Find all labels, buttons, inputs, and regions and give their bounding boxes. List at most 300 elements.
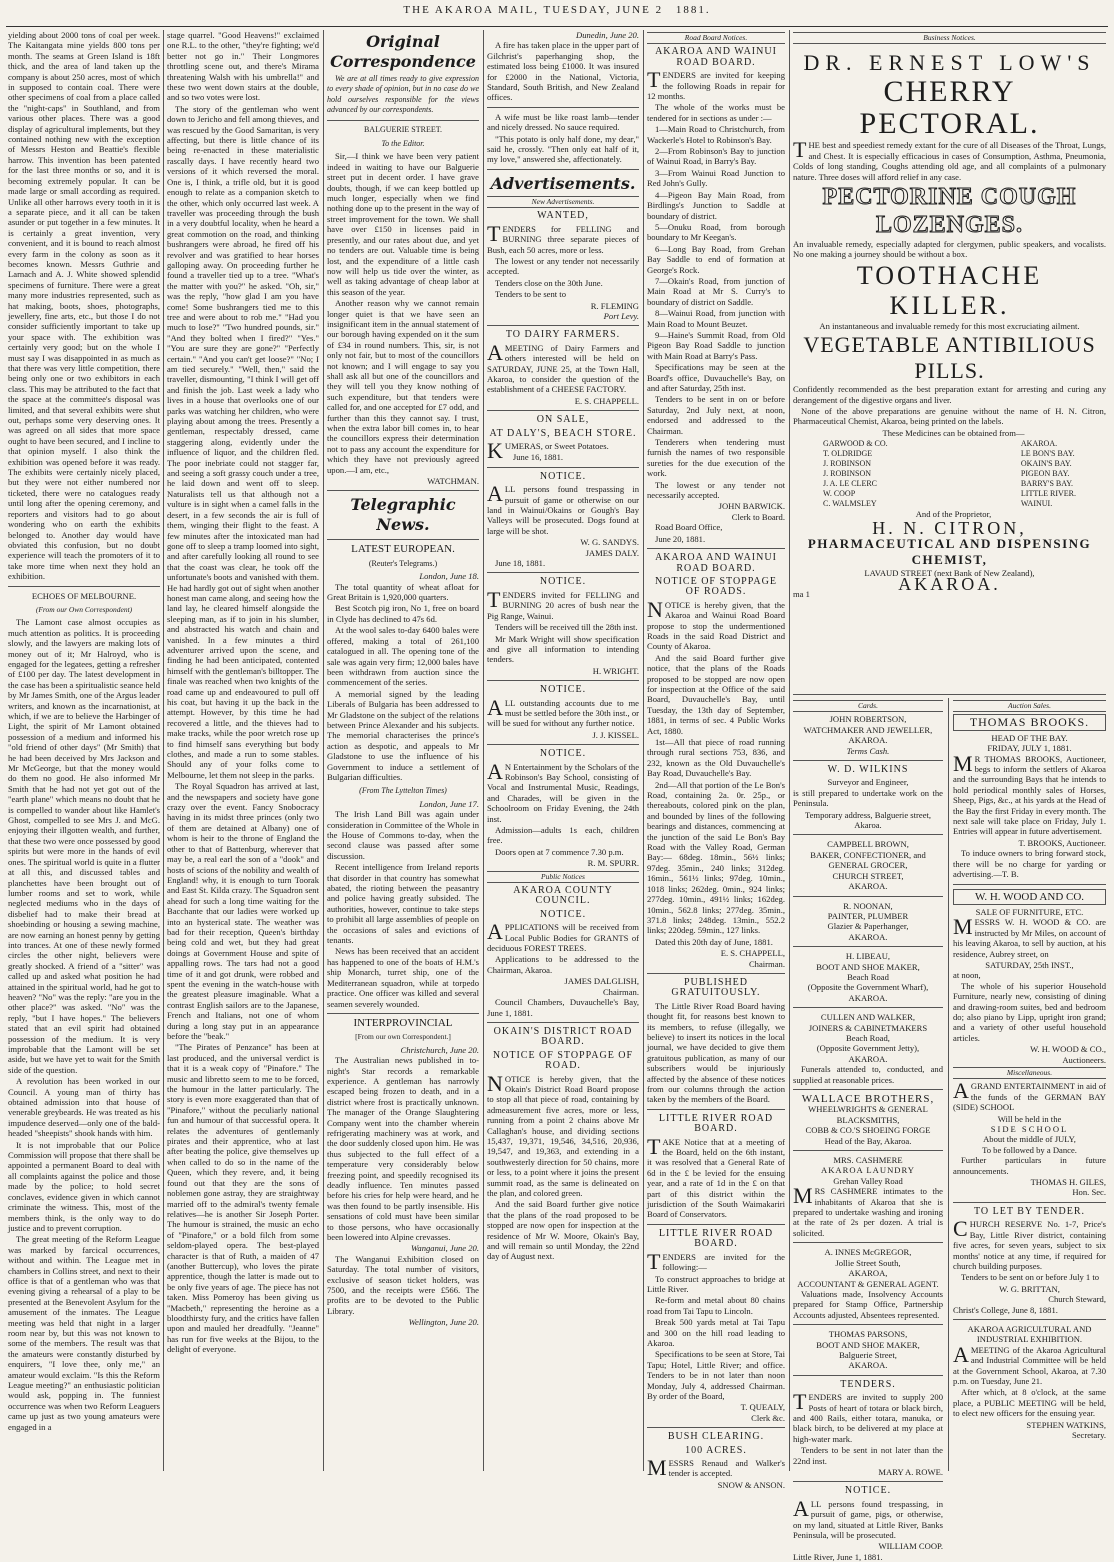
card-parsons-town: AKAROA.	[848, 1360, 888, 1371]
ad-bush-title: BUSH CLEARING.	[667, 1431, 765, 1443]
letter-heading: BALGUERIE STREET.	[363, 124, 443, 134]
article-exhibition-text: yielding about 2000 tons of coal per week. The Kaitangata mine yields 800 tons per month. The seams at Green Island is 18ft thick, and the area of land taken up the company is about 250 acres, most of which in supposed to contain coal. There were other specimens of coal from a place called the "night-caps" in Southland, and from various other places. There was a good display of agricultural implements, but they contained nothing new with the exception of Messrs Heston and Beattie's flexible harrow. This invention has been patented for the last three months or so, and it is becoming extremely popular. It can be made large or small according as required. Unlike all other harrows every tooth in it is a separate piece, and it all can be taken asunder or put together in a few minutes. It is certainly a great invention, very convenient, and it is bound to reach almost every farm in the colony as soon as it becomes known. Messrs Guthrie and Larnach and A. J. White showed splendid specimens of furniture. There were a great many more industries represented, such as hat making, boots, shoes, photographs, jewellery, fine arts, etc., but those I do not consider sufficiently important to take up your space with. The exhibition was certainly very good; but on the whole I must say I was disappointed in as much as that there was very little competition, there being only one or two exhibitors in each class. This may be attributed to the fact that the space at the committee's disposal was limited, and that several exhibits were shut out, perhaps some very deserving ones. It was agreed on all sides that more space ought to have been secured, and I incline to that opinion myself. I also think the exhibition was opened before it was ready. The exhibits were certainly nicely placed, but they were not either numbered nor ticketed, there were no catalogues ready until long after the opening ceremony, and reporters and visitors had to go about wondering who on earth the exhibits belonged to. Another day would have obviated this confusion, but no doubt experience will teach the promoters of it to take more time when next they hold an exhibition.	[8, 30, 160, 582]
divider	[793, 1089, 943, 1090]
ad-onsale-store: AT DALY'S, BEACH STORE.	[489, 427, 637, 439]
ad-wainui-signature: JOHN BARWICK.	[718, 501, 785, 512]
column-rule	[789, 30, 790, 1471]
ad-notice-title: NOTICE.	[539, 684, 587, 696]
ad-citron-name: H. N. CITRON,	[872, 517, 1027, 538]
divider	[487, 169, 639, 170]
ad-kumeras-date: June 16, 1881.	[512, 452, 564, 463]
auction-sales-label: Auction Sales.	[953, 700, 1106, 712]
agent-place: WAINUI.	[1020, 499, 1053, 509]
ad-brooks-body: MR THOMAS BROOKS, Auctioneer, begs to inform the settlers of Akaroa and the surrounding Bays that he intends to hold periodical monthly sales of Horses, Sheep, Pigs, &c., at his yards at the Head of the Bay the first Friday in every month. The next sale will take place on Friday, July 1. Entries will appear in future advertisement.	[953, 750, 1106, 837]
ad-gratis-title: PUBLISHED GRATUITOUSLY.	[671, 976, 761, 999]
road-sections-list	[647, 124, 785, 361]
ad-entertainment-body: AN Entertainment by the Scholars of the Robinson's Bay School, consisting of Vocal and Instrumental Music, Readings, and Charades, will be given in the Schoolroom on Friday Evening, the 24th inst.	[487, 758, 640, 824]
dateline-dunedin: Dunedin, June 20.	[575, 30, 639, 40]
road-section-item: 7—Okain's Road, from junction of Main Road at Mr S. Curry's to boundary of district on Saddle.	[647, 275, 785, 307]
card-mcgregor-body: Valuations made, Insolvency Accounts prepared for Stamp Office, Partnership Accounts adjusted, Absentees represented.	[793, 1288, 943, 1320]
ad-wainui-role: Clerk to Board.	[731, 511, 785, 522]
agent-place: LE BON'S BAY.	[1020, 449, 1075, 459]
ad-entertainment-admission: Admission—adults 1s each, children free.	[487, 825, 639, 846]
divider	[953, 884, 1106, 885]
ad-stoppage-second: 2nd—All that portion of the Le Bon's Road, containing 2a. 0r. 25p., or thereabouts, colored pink on the plan, and bounded by lines of the following bearings and distances, commencing at the junction of the said Le Bon's Bay Road with the Valley Road, German Bay:— 68deg. 18min., 56½ links; 97deg. 35min., 240 links; 312deg. 16min., 561½ links; 97deg. 10min., 1018 links; 262deg. 0min., 924 links; 277deg. 10min., 491½ links; 162deg. 10min., 562.8 links; 277deg. 35min., 371.8 links; 248deg. 13min., 552.2 links; 220deg. 59min., 127 links.	[647, 779, 785, 936]
ad-tenders-deadline: Tenders to be sent in not later than the 22nd inst.	[793, 1445, 943, 1466]
road-section-item: 9—Haine's Summit Road, from Old Pigeon Bay Road Saddle to junction with Main Road at Barry's Pass.	[647, 329, 785, 361]
card-mcgregor-trade: ACCOUNTANT & GENERAL AGENT.	[797, 1278, 939, 1289]
ad-brooks-signature: T. BROOKS, Auctioneer.	[1018, 837, 1106, 848]
ad-genuine-note: None of the above preparations are genuine without the name of H. N. Citron, Pharmaceutical Chemist, Akaroa, being printed on the labels.	[793, 406, 1106, 427]
ad-felling-body-3: Mr Mark Wright will show specification and give all information to intending tenders.	[487, 633, 639, 665]
card-cullen-opposite: (Opposite Government Jetty),	[816, 1043, 920, 1054]
road-section-item: 6—Long Bay Road, from Grehan Bay Saddle to end of formation at George's Rock.	[647, 243, 785, 275]
card-cashmere-body: MRS CASHMERE intimates to the inhabitants of Akaroa that she is prepared to undertake washing and ironing at the rate of 2s per dozen. A trial is solicited.	[793, 1183, 943, 1238]
article-pirates: "The Pirates of Penzance" has been at last produced, and the universal verdict is that it is a weak copy of "Pinafore." The music and libretto seem to me to be forced, the humour in the latter particularly. The story is even more exaggerated than that of "Pinafore," without the peculiarly national fun and humour of that successful opera. It relates the adventures of gentlemanly pirates and their apprentice, who at last after beating the police, give themselves up when called to do so in the name of the Queen, which they revere, and, it being found out that they are the sons of noblemen gone astray, they are straightway married off to the admiral's twenty female relatives—he is another Sir Joseph Porter. The humour is strained, the music an echo of "Pinafore," or a bold filch from some seldom-played opera. The best-played character is that of Ruth, a maiden of 47 (another Buttercup), who loves the pirate apprentice, though the latter is made out to be only five years of age. The piece has not taken. Miss Pomeroy has been giving us "Macbeth," representing the heroine as a bloodthirsty fury, and the critics have fallen upon and mauled her dreadfully. "Jeanne" has run for five weeks at the Bijou, to the delight of everyone.	[167, 1042, 319, 1355]
ad-vegetable-pills: VEGETABLE ANTIBILIOUS PILLS.	[803, 332, 1096, 384]
card-cullen-trade: JOINERS & CABINETMAKERS	[808, 1022, 928, 1033]
letter-body-2: Another reason why we cannot remain longer quiet is that we have seen an insignificant item in the annual statement of our borough having expended on it the sum of £34 in round numbers. This, sir, is not only not fair, but to most of the councillors not known; and I will engage to say you shall ask all but one of the councillors and they will tell you they know nothing of such expenditure, but that tenders were called for, and one accepted for £7 odd, and further than this they cannot say. I trust, when the extra labor bill comes in, to hear the councillors express their determination not to pass any account the expenditure for which they have not previously agreed upon.—I am, etc.,	[327, 298, 479, 475]
ad-felling-body: TENDERS invited for FELLING and BURNING 20 acres of bush near the Pig Range, Wainui.	[487, 586, 639, 621]
column-rule	[483, 30, 484, 1471]
divider	[487, 410, 639, 411]
card-noonan: R. NOONAN,	[843, 900, 893, 911]
ad-wainui-date: June 20, 1881.	[655, 533, 706, 544]
ad-stoppage-first: 1st—All that piece of road running through rural sections 753, 836, and 232, known as the Old Duvauchelle's Bay Road, Duvauchelle's Bay.	[647, 737, 785, 779]
divider	[953, 1319, 1106, 1320]
divider	[487, 107, 639, 108]
new-advertisements-label: New Advertisements.	[487, 196, 639, 208]
card-libeau-opposite: (Opposite the Government Wharf),	[807, 982, 929, 993]
column-rule	[323, 30, 324, 1471]
ad-notice-title: NOTICE.	[539, 748, 587, 760]
divider	[793, 834, 943, 835]
ad-agri-public: After which, at 8 o'clock, at the same place, a PUBLIC MEETING will be held, to elect new officers for the ensuing year.	[953, 1387, 1106, 1419]
road-section-item: 8—Wainui Road, from junction with Main Road to Mount Beuzet.	[647, 308, 785, 329]
telegram-wool: At the wool sales to-day 6400 bales were offered, making a total of 261,100 catalogued in all. The opening tone of the sale was again very firm; 12,000 bales have been withdrawn from auction since the commencement of the series.	[327, 625, 479, 688]
ad-stoppage-role: Chairman.	[748, 958, 785, 969]
agent-place: BARRY'S BAY.	[1020, 479, 1074, 489]
card-cashmere: MRS. CASHMERE	[833, 1155, 903, 1166]
card-wilkins-address: Temporary address, Balguerie street, Akaroa.	[804, 809, 932, 831]
column-5	[647, 30, 785, 1490]
section-advertisements: Advertisements.	[490, 173, 636, 193]
ad-proprietor-label: And of the Proprietor,	[915, 509, 992, 520]
ad-lrrb-body: TAKE Notice that at a meeting of the Board, held on the 6th instant, it was resolved that a General Rate of 6d in the £ be levied for the ensuing year, and a rate of 1d in the £ on that part of this district within the jurisdiction of the South Waimakariri Board of Conservators.	[647, 1133, 785, 1220]
ad-wood-time: at noon,	[953, 970, 981, 981]
ad-trespass-body: ALL persons found trespassing in pursuit of game or otherwise on our land in Wainui/Okains or Gough's Bay Valleys will be prosecuted. Dogs found at large will be shot.	[487, 481, 639, 536]
telegram-ireland: Recent intelligence from Ireland reports that disorder in that country has somewhat abated, the rioting between the peasantry and police having greatly subsided. The authorities, however, continue to take steps to prohibit all large assemblies of people on the occasions of sales and evictions of tenants.	[327, 862, 479, 946]
section-original-correspondence: Original Correspondence	[330, 32, 476, 71]
ad-coop-body: ALL persons found trespassing, in pursuit of game, pigs, or otherwise, on my land, situated at Little River, Banks Peninsula, will be prosecuted.	[793, 1495, 943, 1541]
article-squadron: The Royal Squadron has arrived at last, and the newspapers and society have gone crazy over the event. Fancy Snobocracy having in its midst three princes (only two of them are detained at Albany) one of whom is heir to the throne of England the other to that of Battenburg, wherever that may be, a real earl the son of a "dook" and hosts of scions of the nobility and wealth of England! why, it is enough to turn Toorak and East St. Kilda crazy. The Squadron sent ahead for such a long time waiting for the Bacchante that our ladies were worked up into an hysterical state. The weather was bad for their reception, Queen's birthday being cold and wet, but they had great doings at Government House and spite of appalling rows. The tars had not a good time of it and got drunk, were robbed and spent the evening in the watch-house with the greatest pleasure imaginable. What a contrast English sailors are to the Japanese, French and Italians, not one of whom during a long stay put in an appearance before the "beak."	[167, 781, 319, 1041]
heading-echoes-sub: (From our Own Correspondent)	[35, 604, 133, 614]
ad-pectorine-lozenges: PECTORINE COUGH LOZENGES.	[822, 184, 1077, 239]
public-notices-label: Public Notices	[487, 871, 639, 883]
card-cullen-funerals: Funerals attended to, conducted, and supplied at reasonable prices.	[793, 1064, 943, 1085]
card-libeau-trade: BOOT AND SHOE MAKER,	[816, 961, 920, 972]
ad-onsale-title: ON SALE,	[536, 414, 590, 426]
ad-wainui-title: AKAROA AND WAINUI ROAD BOARD.	[655, 46, 777, 68]
divider	[793, 1375, 943, 1376]
ad-okains-body: NOTICE is hereby given, that the Okain's District Road Board propose to stop all that piece of road, containing by admeasurement five acres, more or less, running from a point 2 chains above Mr Callaghan's house, and dividing sections 15,437, 19,371, 19,546, 34,516, 20,936, 19,547, and 19,363, and extending in a southwesterly direction for 50 chains, more or less, to a point where it joins the present summit road, as the same is delineated on the plan, and colored green.	[487, 1070, 639, 1198]
letter-body: Sir,—I think we have been very patient indeed in waiting to have our Balguerie street put in decent order. I have grave doubts, though, if we can keep bottled up much longer, especially when we find nothing done up to the present in the way of street improvement for the town. We shall have over £150 in licenses paid in presently, and our rates about due, and yet no tenders are out. Valuable time is being lost, and the expenditure of a little cash now will help us tide over the winter, as well as taking advantage of cheap labor at this season of the year.	[327, 151, 479, 297]
card-cullen-road: Beach Road,	[846, 1032, 890, 1043]
ad-accounts-signature: J. J. KISSEL.	[592, 729, 639, 740]
ad-wainui2-title: AKAROA AND WAINUI ROAD BOARD.	[655, 552, 777, 574]
divider	[647, 1109, 785, 1110]
divider	[793, 1242, 943, 1243]
ad-dairy-body: AMEETING of Dairy Farmers and others interested will be held on SATURDAY, JUNE 25, at the Town Hall, Akaroa, to consider the question of the establishment of a CHEESE FACTORY.	[487, 339, 639, 395]
column-6a-cards	[793, 698, 943, 1562]
ad-tenders-title: TENDERS.	[840, 1378, 896, 1390]
ad-grants-body-2: Applications to be addressed to the Chairman, Akaroa.	[487, 954, 639, 975]
ad-let-title: TO LET BY TENDER.	[973, 1205, 1086, 1217]
ad-wood-body: MESSRS W. H. WOOD & CO. are instructed by Mr Miles, on account of his leaving Akaroa, to sell by auction, at his residence, Aubrey street, on	[953, 914, 1106, 959]
telegram-bulgaria: A memorial signed by the leading Liberals of Bulgaria has been addressed to Mr Gladstone on the subject of the relations between Prince Alexander and his subjects. The memorial characterises the prince's action as despotic, and appeals to Mr Gladstone to use the influence of his Government to induce a settlement of Bulgarian difficulties.	[327, 688, 479, 782]
ad-dairy-title: TO DAIRY FARMERS.	[505, 329, 621, 341]
ad-cherry-pectoral: CHERRY PECTORAL.	[859, 75, 1040, 141]
ad-wanted-title: WANTED,	[537, 210, 589, 222]
ad-lrrb2-body-5: Specifications to be seen at Store, Tai Tapu; Hotel, Little River; and office. Tenders to be in not later than noon Monday, July 4, addressed Chairman. By order of the Board,	[647, 1349, 785, 1401]
card-cashmere-laundry: AKAROA LAUNDRY	[821, 1165, 915, 1176]
divider	[793, 896, 943, 897]
ad-wood-date: SATURDAY, 25th INST.,	[985, 959, 1074, 970]
interprovincial-credit: [From our own Correspondent.]	[355, 1032, 451, 1042]
masthead-title: THE AKAROA MAIL, TUESDAY, JUNE 2	[403, 4, 664, 16]
agent-place: AKAROA.	[1020, 439, 1058, 449]
divider	[487, 1022, 639, 1023]
telegram-iron: Best Scotch pig iron, No 1, free on board in Clyde has declined to 47s 6d.	[327, 603, 479, 624]
ad-grants-body: APPLICATIONS will be received from Local Public Bodies for GRANTS of deciduous FOREST TREES.	[487, 919, 639, 954]
telegram-wheat: The total quantity of wheat afloat for Great Britain is 1,920,000 quarters.	[327, 581, 479, 603]
ad-entertainment-signature: THOMAS H. GILES,	[1030, 1177, 1106, 1188]
ad-trespass-date: June 18, 1881.	[495, 558, 546, 569]
divider	[793, 1481, 943, 1482]
divider	[327, 1013, 479, 1014]
agent-name: GARWOOD & CO.	[823, 439, 888, 449]
card-wilkins: W. D. WILKINS	[827, 764, 909, 776]
divider	[647, 1224, 785, 1225]
agent-name: J. A. LE CLERC	[823, 479, 878, 489]
ad-brooks-inducement: To induce owners to bring forward stock, there will be no charge for yarding or advertising.—T. B.	[953, 848, 1106, 880]
ad-wood-signature: W. H. WOOD & CO.,	[1030, 1044, 1106, 1055]
telegram-land-bill: The Irish Land Bill was again under consideration in Committee of the Whole in the House of Commons to-day, when the second clause was passed after some discussion.	[327, 809, 479, 861]
ad-lrrb2-signature: T. QUEALY,	[740, 1402, 785, 1413]
ad-felling-signature: H. WRIGHT.	[592, 665, 639, 676]
column-1	[8, 30, 160, 1471]
ad-entertainment-venue: SIDE SCHOOL	[990, 1124, 1069, 1135]
ad-lozenges-body: An invaluable remedy, especially adapted for clergymen, public speakers, and vocalists. No one making a journey should be without a box.	[793, 239, 1106, 260]
column-rule	[948, 698, 949, 1471]
citron-ad-rule	[793, 694, 1106, 695]
card-cashmere-road: Grehan Valley Road	[833, 1175, 903, 1186]
column-6b-auctions	[953, 698, 1106, 1468]
card-libeau: H. LIBEAU,	[845, 951, 891, 962]
divider	[487, 744, 639, 745]
column-6-citron-ad	[793, 30, 1106, 599]
ad-entertainment-when: About the middle of JULY,	[983, 1134, 1076, 1145]
ad-wainui-body-2: The whole of the works must be tendered for in sections as under :—	[647, 102, 785, 123]
ad-wainui-send: Tenders to be sent in on or before Saturday, 2nd July next, at noon, endorsed and addressed to the Chairman.	[647, 394, 785, 436]
ad-cherry-body: THE best and speediest remedy extant for the cure of all Diseases of the Throat, Lungs, and Chest. It is especially efficacious in cases of Consumption, Asthma, Pneumonia, Colds of long standing, Coughs attending old age, and all complaints of a pulmonary nature. Three doses will afford relief in any case.	[793, 137, 1106, 182]
ad-brooks-title: THOMAS BROOKS.	[953, 714, 1106, 730]
card-noonan-glazier: Glazier & Paperhanger,	[827, 921, 909, 932]
ad-entertainment-dance: To be followed by a Dance.	[982, 1144, 1077, 1155]
ad-lrrb2-body-3: Re-form and metal about 80 chains road from Tai Tapu to Lincoln.	[647, 1295, 785, 1316]
ad-brooks-location: HEAD OF THE BAY.	[991, 732, 1068, 743]
miscellaneous-label: Miscellaneous.	[953, 1067, 1106, 1079]
ad-stoppage-signature: E. S. CHAPPELL,	[720, 948, 785, 959]
ad-citron-akaroa: AKAROA.	[898, 573, 1001, 594]
ad-entertainment-doors: Doors open at 7 commence 7.30 p.m.	[495, 846, 624, 857]
article-police: It is not improbable that our Police Commission will propose that there shall be appointed a permanent Board to deal with all complaints against the police and those made by the police; to hold secret conclaves, evidence given in which cannot criminate the witness. This, most of the members think, is the only way to do justice and to prevent corruption.	[8, 1139, 160, 1233]
divider	[953, 1202, 1106, 1203]
ad-stoppage-date: Dated this 20th day of June, 1881.	[655, 936, 773, 947]
ad-gratis-body: The Little River Road Board having thought fit, for reasons best known to its members, to refuse (illegally, we believe) to insert its notices in the local journal, we have decided to give them gratuitous publication, as many of our subscribers would be injuriously affected by the absence of these notices from our columns through the action taken by the members of the Board.	[647, 1000, 785, 1105]
agent-name: C. WALMSLEY	[823, 499, 877, 509]
article-council: A revolution has been worked in our Council. A young man of thirty has obtained admission into that house of venerable greybeards. He was treated as his impudence deserved—only one of the bald-headed "sheepists" shook hands with him.	[8, 1076, 160, 1139]
dateline-london-18: London, June 18.	[419, 571, 479, 582]
filler-potato: "This potato is only half done, my dear," said he, crossly. "Then only eat half of it, my love," answered she, affectionately.	[487, 133, 639, 165]
divider	[793, 1324, 943, 1325]
ad-wood-items: The whole of his superior Household Furniture, nearly new, consisting of dining and drawing-room suites, bed and bedroom do; also piano by Lipp, upright iron grand; and a variety of other useful household articles.	[953, 980, 1106, 1043]
ad-felling-body-2: Tenders will be received till the 28th inst.	[495, 622, 638, 633]
ad-grants-role: Chairman.	[602, 986, 639, 997]
card-brown-town: AKAROA.	[848, 881, 888, 892]
agent-place: LITTLE RIVER.	[1020, 489, 1076, 499]
ad-wanted-body-3: Tenders close on the 30th June.	[495, 277, 603, 288]
agent-name: J. ROBINSON	[823, 459, 872, 469]
ad-wood-title: W. H. WOOD AND CO.	[953, 889, 1106, 905]
road-section-item: 3—From Wainui Road Junction to Red John's Gully.	[647, 167, 785, 189]
road-section-item: 5—Onuku Road, from borough boundary to Mr Keegan's.	[647, 221, 785, 243]
ad-lrrb2-title: LITTLE RIVER ROAD BOARD.	[658, 1227, 774, 1250]
road-section-item: 2—From Robinson's Bay to junction of Wainui Road, in Barry's Bay.	[647, 146, 785, 167]
ad-stoppage-body: NOTICE is hereby given, that the Akaroa and Wainui Road Board propose to stop the undermentioned Roads in the said Road District and County of Akaroa.	[647, 596, 785, 652]
article-reform: The great meeting of the Reform League was marked by farcical occurrences, without and within. The League met in chambers in Collins street, and next to their office is that of a gentleman who was that evening giving a rehearsal of a play to be presented at the Benevolent Asylum for the amusement of the inmates. The League meeting was held that night in a larger room near by, but this was not known to some of the members. The result was that the amateurs were constantly disturbed by enquirers, "I love thee, only me," an amateur would exclaim. "Is this the Reform League meeting?" an enthusiastic politician would ask, popping in. The funniest occurrence was when two Reform Leaguers came up just as two young amateurs were engaged in a	[8, 1234, 160, 1432]
divider	[487, 467, 639, 468]
divider	[8, 586, 160, 587]
card-robertson-town: AKAROA.	[848, 735, 888, 746]
telegram-monarch: News has been received that an accident has happened to one of the boats of H.M.'s ship Monarch, turret ship, one of the Mediterranean squadron, while at torpedo practice. One officer was killed and several seamen severely wounded.	[327, 946, 479, 1009]
ad-lrrb-title: LITTLE RIVER ROAD BOARD.	[658, 1112, 774, 1135]
ad-trespass-sig-1: W. G. SANDYS.	[580, 537, 639, 548]
road-board-notices-label: Road Board Notices.	[647, 32, 785, 44]
road-section-item: 4—Pigeon Bay Main Road, from Birdlings's Junction to Saddle at boundary of district.	[647, 189, 785, 221]
card-wilkins-trade: Surveyor and Engineer,	[827, 777, 909, 788]
ad-dairy-signature: E. S. CHAPPELL.	[574, 395, 639, 406]
divider	[793, 1150, 943, 1151]
ad-notice-title: NOTICE.	[844, 1485, 892, 1497]
column-4	[487, 30, 639, 1471]
ad-stoppage-title: NOTICE OF STOPPAGE OF ROADS.	[655, 575, 777, 598]
ad-obtained-from: These Medicines can be obtained from—	[882, 427, 1025, 438]
divider	[327, 539, 479, 540]
card-cullen-town: AKAROA.	[848, 1053, 888, 1064]
ad-entertainment-further: Further particulars in future announcements.	[953, 1155, 1106, 1176]
ad-wainui-lowest: The lowest or any tender not necessarily accepted.	[647, 479, 785, 501]
ad-let-body: CHURCH RESERVE No. 1-7, Price's Bay, Little River district, containing five acres, for seven years, subject to six months' notice at any time, if required for church building purposes.	[953, 1216, 1106, 1271]
card-wallace-trade: WHEELWRIGHTS & GENERAL BLACKSMITHS,	[808, 1104, 928, 1125]
ad-county-title: AKAROA COUNTY COUNCIL.	[513, 885, 613, 907]
ad-wanted-body-4: Tenders to be sent to	[495, 289, 566, 300]
ad-lrrb2-body: TENDERS are invited for the following:—	[647, 1248, 785, 1274]
card-parsons: THOMAS PARSONS,	[828, 1329, 908, 1340]
agents-list	[793, 439, 1106, 509]
ad-toothache-killer: TOOTHACHE KILLER.	[856, 260, 1043, 320]
divider	[327, 120, 479, 121]
card-noonan-town: AKAROA.	[848, 931, 888, 942]
agents-names	[823, 439, 888, 509]
card-wilkins-body: is still prepared to undertake work on the Peninsula.	[793, 787, 943, 809]
divider	[793, 760, 943, 761]
ad-let-role: Church Steward,	[1048, 1294, 1106, 1305]
dateline-london-17: London, June 17.	[419, 798, 479, 809]
card-brown-street: CHURCH STREET,	[832, 870, 904, 881]
business-notices-label: Business Notices.	[793, 32, 1106, 44]
card-wallace-location: Head of the Bay, Akaroa.	[824, 1135, 912, 1146]
divider	[793, 946, 943, 947]
ad-wood-role: Auctioneers.	[1062, 1054, 1106, 1065]
divider	[647, 1427, 785, 1428]
letter-to: To the Editor.	[381, 139, 425, 149]
agent-place: OKAIN'S BAY.	[1020, 459, 1072, 469]
agents-places	[1021, 439, 1076, 509]
card-libeau-town: AKAROA.	[848, 992, 888, 1003]
filler-lamb: A wife must be like roast lamb—tender and nicely dressed. No sauce required.	[487, 111, 639, 133]
card-mcgregor-town: AKAROA,	[848, 1268, 888, 1279]
ad-entertainment-role: Hon. Sec.	[1072, 1187, 1106, 1198]
ad-agri-body: AMEETING of the Akaroa Agricultural and Industrial Committee will be held at the Government School, Akaroa, at 7.30 p.m. on Tuesday, June 21.	[953, 1341, 1106, 1386]
card-noonan-trade: PAINTER, PLUMBER	[827, 910, 909, 921]
column-2	[167, 30, 319, 1471]
section-telegraphic-news: Telegraphic News.	[350, 495, 456, 535]
agent-name: W. COOP	[823, 489, 856, 499]
ad-kumeras: KUMERAS, or Sweet Potatoes.	[487, 438, 609, 463]
card-robertson-terms: Terms Cash.	[846, 745, 890, 756]
ad-accounts-body: ALL outstanding accounts due to me must be settled before the 30th inst., or will be sued for without any further notice.	[487, 694, 639, 729]
ad-notice-title: NOTICE.	[539, 470, 587, 482]
divider	[647, 973, 785, 974]
agent-name: T. OLDRIDGE	[823, 449, 873, 459]
column-3	[327, 30, 479, 1471]
ad-brooks-date: FRIDAY, JULY 1, 1881.	[987, 743, 1072, 754]
ad-wanted-location: Port Levy.	[603, 310, 639, 321]
ad-entertainment-signature: R. M. SPURR.	[587, 858, 639, 869]
ad-stoppage-body-2: And the said Board further give notice, that the plans of the Roads proposed to be stopped are now open for inspection at the Office of the said Board, Duvauchelle's Bay, until Tuesday, the 13th day of September, 1881, in terms of sec. 4 Public Works Act, 1880.	[647, 652, 785, 736]
card-wallace: WALLACE BROTHERS,	[801, 1093, 935, 1105]
article-lamont: The Lamont case almost occupies as much attention as politics. It is proceeding slowly, and the lawyers are making lots of money out of it; Mr Halroyd, who is engaged for the legatees, getting a refresher of £100 per day. The latest development in the case has been a spiritualistic seance held by Mr James Smith, one of the Argus leader writers, and known as the incarnationist, at which, if we are to believe the Harbinger of Light, the spirit of Mr Lamont obtained possession of a medium and informed his "old friend of other days" (Mr Smith) that he had been deceived by Mrs Jackson and Mr McGeorge, but that the money would do them no good. He also informed Mr Smith that he had not yet got out of the "earth plane" which means no doubt that he is compelled to wander about like Hamlet's Ghost, compelled to see Mrs J. and McG. enjoying their illgotten wealth, and further, that these two were once possessed by good spirits but were more in the hands of evil ones. The spiritual world is quite in a flutter at all this, and discussed tables and planchettes have been brought out of lumber rooms and set to work, while neglected mediums who in the days of disbelief had to make their bread at shoebinding or housing a sewing machine, are now earning an honest penny by getting into trances. At one of these newly formed circles the other night, believers were greatly shocked. A friend of a "sitter" was called up and asked what position he had attained in the spiritual world, had he got to heaven? "No" was the reply: "are you in the other place?" was asked. "No" was the reply, "but I have hopes." The believers stated that an evil spirit had obtained possession of the medium. It is very improbable that the Lamont will be set aside, but we have yet to wait for the Smith side of the question.	[8, 617, 160, 1075]
column-rule	[643, 30, 644, 1471]
lyttelton-credit: (From The Lyttelton Times)	[359, 786, 447, 796]
masthead-year: 1881.	[675, 4, 711, 16]
ad-mark: ma 1	[793, 588, 810, 599]
divider	[327, 490, 479, 491]
ad-entertainment-held: Will be held in the	[997, 1113, 1062, 1124]
masthead-rule	[6, 26, 1108, 27]
card-cullen: CULLEN AND WALKER,	[820, 1012, 916, 1023]
masthead	[0, 4, 1114, 26]
news-fire: A fire has taken place in the upper part of Gilchrist's paperhanging shop, the estimated loss being £1000. It was insured for £2000 in the National, Victoria, Standard, South British, and New Zealand offices.	[487, 40, 639, 103]
divider	[487, 680, 639, 681]
ad-coop-signature: WILLIAM COOP.	[878, 1541, 943, 1552]
ad-trespass-sig-2: JAMES DALY.	[585, 547, 639, 558]
ad-lavaud-street: LAVAUD STREET (next Bank of New Zealand),	[864, 568, 1035, 579]
divider	[487, 325, 639, 326]
ad-tenders-body: TENDERS are invited to supply 200 Posts of heart of totara or black birch, and 400 Rails, either totara, manuka, or black birch, to be delivered at my place at high-water mark.	[793, 1389, 943, 1444]
dateline-wanganui: Wanganui, June 20.	[411, 1243, 479, 1254]
ad-okains-body-2: And the said Board further give notice that the plans of the road proposed to be stopped are now open for inspection at the residence of Mr W. Moore, Okain's Bay, and will remain so until Monday, the 22nd day of August next.	[487, 1199, 639, 1262]
card-wallace-forge: COBB & CO.'S SHOEING FORGE	[805, 1125, 931, 1136]
ad-lrrb2-role: Clerk &c.	[751, 1412, 785, 1423]
heading-interprovincial: INTERPROVINCIAL	[353, 1016, 453, 1029]
divider	[793, 1007, 943, 1008]
ad-wainui-spec: Specifications may be seen at the Board's office, Duvauchelle's Bay, on and after Saturday, 25th inst.	[647, 362, 785, 393]
letter-signature: WATCHMAN.	[427, 476, 479, 487]
card-libeau-road: Beach Road	[847, 971, 889, 982]
card-brown: CAMPBELL BROWN,	[827, 839, 909, 850]
ad-toothache-body: An instantaneous and invaluable remedy for this most excruciating ailment.	[819, 320, 1080, 331]
ad-coop-date: Little River, June 1, 1881.	[793, 1551, 883, 1562]
ad-notice-title: NOTICE.	[539, 908, 587, 920]
ad-notice-title: NOTICE.	[539, 576, 587, 588]
reuter-credit: (Reuter's Telegrams.)	[368, 558, 438, 568]
heading-echoes: ECHOES OF MELBOURNE.	[31, 590, 137, 601]
ad-bush-signature: SNOW & ANSON.	[717, 1479, 785, 1490]
card-parsons-street: Balguerie Street,	[839, 1349, 897, 1360]
ad-tenders-signature: MARY A. ROWE.	[878, 1467, 943, 1477]
divider	[647, 548, 785, 549]
card-robertson: JOHN ROBERTSON,	[829, 714, 907, 725]
card-brown-trade: BAKER, CONFECTIONER, and GENERAL GROCER,	[810, 849, 926, 871]
ad-let-signature: W. G. BRITTAN,	[999, 1283, 1060, 1294]
ad-wanted-signature: R. FLEMING	[590, 300, 639, 311]
ad-wanted-body: TENDERS for FELLING and BURNING three separate pieces of Bush, each 50 acres, more or less.	[487, 220, 639, 255]
heading-latest-european: LATEST EUROPEAN.	[351, 543, 455, 556]
card-mcgregor-street: Jollie Street South,	[835, 1257, 901, 1268]
ad-agri-signature: STEPHEN WATKINS,	[1026, 1419, 1106, 1430]
card-parsons-trade: BOOT AND SHOE MAKER,	[816, 1339, 920, 1350]
ad-grants-location: Council Chambers, Duvauchelle's Bay, June 1, 1881.	[487, 997, 639, 1018]
ad-dr-ernest-low: DR. ERNEST LOW'S	[803, 50, 1096, 76]
ad-pills-body: Confidently recommended as the best preparation extant for arresting and curing any derangement of the digestive organs and liver.	[793, 384, 1106, 405]
ad-lrrb2-body-4: Break 500 yards metal at Tai Tapu and 300 on the hill road leading to Akaroa.	[647, 1317, 785, 1348]
telegram-wanganui: The Wanganui Exhibition closed on Saturday. The total number of visitors, exclusive of season ticket holders, was 7500, and the receipts were £566. The profits are to be devoted to the Public Library.	[327, 1253, 479, 1316]
ad-wainui-sureties: Tenderers when tendering must furnish the names of two responsible sureties for the due execution of the work.	[647, 437, 785, 479]
ad-entertainment-title: AGRAND ENTERTAINMENT in aid of the funds of the GERMAN BAY (SIDE) SCHOOL	[953, 1078, 1106, 1113]
ad-agri-role: Secretary.	[1071, 1430, 1106, 1440]
ad-let-tenders: Tenders to be sent on or before July 1 to	[961, 1272, 1100, 1283]
telegram-frozen: The Australian news published in to-night's Star records a remarkable experience. A gentleman has narrowly escaped being frozen to death, and in a district where frost is practically unknown. The manager of the Orange Slaughtering Company went into the chamber wherein refrigerating machinery was at work, and the door suddenly closed upon him. He was thus subjected to the full effect of a temperature very considerably below freezing point, and speedily recognised its deadly influence. Ten minutes passed before his cries for help were heard, and he was then found to be partly insensible. His sensations of cold must have been similar to those persons, who have occasionally been lowered into Alpine crevasses.	[327, 1055, 479, 1243]
ad-wanted-body-2: The lowest or any tender not necessarily accepted.	[487, 255, 639, 277]
road-section-item: 1—Main Road to Christchurch, from Wackerle's Hotel to Robinson's Bay.	[647, 124, 785, 145]
ad-wainui-body: TENDERS are invited for keeping the following Roads in repair for 12 months.	[647, 67, 785, 102]
ad-lrrb2-body-2: To construct approaches to bridge at Little River.	[647, 1273, 785, 1294]
ad-grants-signature: JAMES DALGLISH,	[564, 976, 639, 987]
cards-label: Cards.	[793, 700, 943, 712]
correspondence-disclaimer: We are at all times ready to give expression to every shade of opinion, but in no case do we hold ourselves responsible for the views advanced by our correspondents.	[327, 74, 479, 115]
agent-name: J. ROBINSON	[823, 469, 872, 479]
dateline-christchurch: Christchurch, June 20.	[400, 1044, 479, 1055]
ad-bush-body: MESSRS Renaud and Walker's tender is accepted.	[647, 1455, 785, 1480]
ad-let-date: Christ's College, June 8, 1881.	[953, 1304, 1058, 1315]
article-samaritan: The story of the gentleman who went down to Jericho and fell among thieves, and was rescued by the Good Samaritan, is very affecting, but there is little chance of its being re-enacted in these materialistic rascally days. I have recently heard two versions of it which reversed the moral. One is, I think, a trifle old, but it is good enough to relate as a companion sketch to the other, which only occurred last week. A traveller was proceeding through the bush in a very doubtful locality, when he heard a great commotion on the road, and thinking bushrangers were abroad, he fired off his revolver and was gratified to hear horses galloping away. On proceeding further he found a traveller tied up to a tree. "What's the matter with you?" he asked. "Oh, sir," was the reply, "how glad I am you have come! Some bushrangers tied me to this tree and were about to rob me." "Had you much to lose?" "Two hundred pounds, sir." "And they bolted when I fired?" "Yes." "You are sure they are gone?" "Perfectly certain." "And you can't get loose?" "No; I am tied securely." "Well, then," said the traveller, dismounting, "I think I will get off and finish the job. Last week a lady who lives in a house that overlooks one of our parks was watching her children, who were playing about among the trees. Presently a gentleman, respectably dressed, came staggering along, evidently under the influence of liquor, and the children fled. The poor inebriate could not stagger far, and seeing a soft grassy couch under a tree, he laid down and went off to sleep. Naturalists tell us that although not a vulture is in sight when a camel falls in the desert, in a few seconds the air is full of them, winging their flight to the feast. A few minutes after the intoxicated man had gone off to sleep a tramp loomed into sight, and after carefully looking all round to see that the coast was clear, he took off the unfortunate's boots and vanished with them. He had hardly got out of sight when another honest man came along, and seeing how the land lay, he cleared himself alongside the sleeping man, as if to join in his slumber, and abstracted his watch and chain and vanished. In a few minutes a third adventurer arrived upon the scene, and finding he had been anticipated, contented himself with the gentleman's billtopper. The finale was reached when two knights of the road came up and endeavoured to pull off his coat, but having it up the back in the attempt. However, by this time he had recovered a little, and the thieves had to make tracks, while the poor wretch rose up to find himself sans everything but body clothes, and made a run to some stables. Should any of your folks come to Melbourne, let them not sleep in the parks.	[167, 103, 319, 780]
ad-wainui-office: Road Board Office,	[655, 522, 723, 533]
ad-bush-acres: 100 ACRES.	[685, 1444, 747, 1456]
ad-okains-subtitle: NOTICE OF STOPPAGE OF ROAD.	[492, 1049, 634, 1072]
card-robertson-trade: WATCHMAKER AND JEWELLER,	[803, 724, 933, 735]
